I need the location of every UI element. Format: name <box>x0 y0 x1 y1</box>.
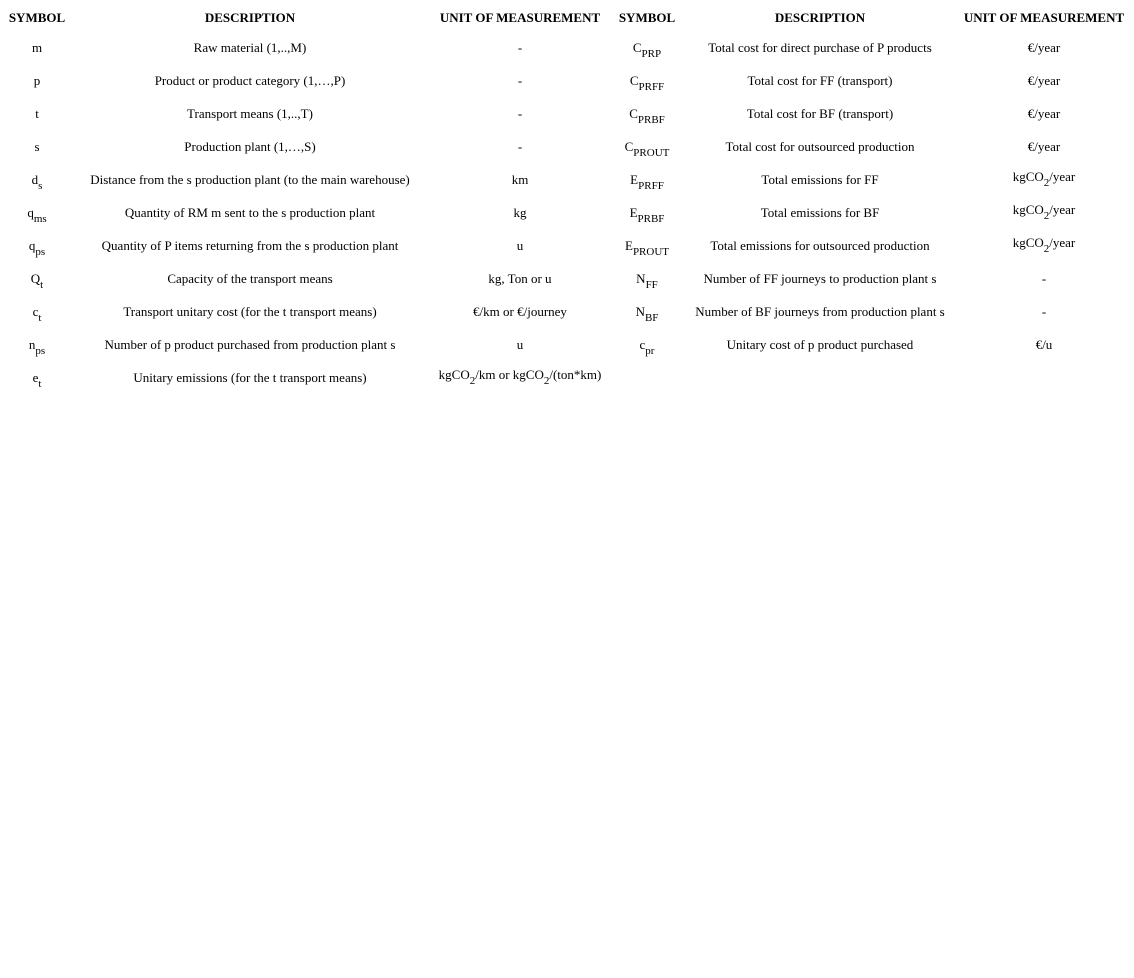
symbol-right <box>639 336 655 357</box>
header-unit-right: UNIT OF MEASUREMENT <box>963 10 1125 25</box>
description-cell-right: Total emissions for FF <box>761 171 879 187</box>
unit-left: u <box>516 237 524 253</box>
unit-right: kgCO$_2$/year <box>1012 234 1076 255</box>
unit-left: - <box>517 138 523 154</box>
unit-right: kgCO$_2$/year <box>1012 168 1076 189</box>
unit-right: €/u <box>1035 336 1053 352</box>
header-symbol-left: SYMBOL <box>8 10 66 25</box>
unit-cell-right <box>957 31 1131 64</box>
unit-right: €/year <box>1027 138 1061 154</box>
nomenclature-table <box>3 5 1131 394</box>
unit-left: - <box>517 72 523 88</box>
symbol-cell-left <box>3 64 71 97</box>
symbol-subscript: ms <box>33 212 47 225</box>
symbol-subscript: PRBF <box>637 212 665 225</box>
description-cell-left: Quantity of P items returning from the s production plant <box>101 237 399 253</box>
description-cell-left: Distance from the s production plant (to the main warehouse) <box>90 171 410 187</box>
unit-cell-right <box>957 229 1131 262</box>
table-row <box>3 163 1131 196</box>
symbol-base: E <box>624 237 633 253</box>
symbol-base: C <box>632 39 642 55</box>
symbol-left <box>30 270 44 291</box>
symbol-base: Q <box>30 270 41 286</box>
symbol-base: N <box>636 270 646 286</box>
symbol-right <box>635 303 659 324</box>
symbol-cell-right <box>611 64 683 97</box>
symbol-subscript: ps <box>35 344 46 357</box>
unit-right: kgCO$_2$/year <box>1012 201 1076 222</box>
description-cell-left: Unitary emissions (for the t transport means) <box>133 369 367 385</box>
symbol-right <box>629 105 665 126</box>
symbol-subscript: FF <box>645 278 658 291</box>
symbol-left <box>28 336 46 357</box>
symbol-subscript: PRBF <box>637 113 665 126</box>
symbol-base: q <box>28 237 36 253</box>
description-cell-right: Number of BF journeys from production plant s <box>695 303 945 319</box>
header-unit-left: UNIT OF MEASUREMENT <box>439 10 601 25</box>
symbol-cell-left <box>3 262 71 295</box>
symbol-base: E <box>629 204 638 220</box>
symbol-right <box>624 237 669 258</box>
symbol-right <box>629 72 665 93</box>
symbol-left <box>28 237 46 258</box>
unit-cell-right <box>957 64 1131 97</box>
description-cell-right: Total emissions for outsourced production <box>710 237 930 253</box>
unit-cell-right <box>957 163 1131 196</box>
symbol-subscript: t <box>38 377 42 390</box>
unit-cell-left <box>429 328 611 361</box>
symbol-left <box>35 106 39 121</box>
symbol-subscript: t <box>38 311 42 324</box>
symbol-right <box>624 138 670 159</box>
symbol-cell-right <box>611 262 683 295</box>
description-cell-right: Total cost for direct purchase of P products <box>708 39 932 55</box>
symbol-left <box>34 73 41 88</box>
symbol-cell-left <box>3 163 71 196</box>
table-row <box>3 328 1131 361</box>
unit-cell-right <box>957 328 1131 361</box>
symbol-right <box>636 270 658 291</box>
symbol-cell-right <box>611 130 683 163</box>
symbol-cell-right <box>611 31 683 64</box>
symbol-left <box>32 40 42 55</box>
symbol-base: C <box>624 138 634 154</box>
symbol-subscript: PRFF <box>638 80 665 93</box>
unit-cell-right <box>957 196 1131 229</box>
symbol-subscript: PRFF <box>638 179 664 192</box>
symbol-cell-right <box>611 229 683 262</box>
symbol-left <box>32 369 42 390</box>
unit-cell-left <box>429 229 611 262</box>
description-cell-right: Total emissions for BF <box>760 204 880 220</box>
unit-cell-right <box>957 295 1131 328</box>
unit-cell-left <box>429 97 611 130</box>
header-description-left: DESCRIPTION <box>204 10 296 25</box>
unit-cell-right <box>957 130 1131 163</box>
symbol-base: d <box>31 171 39 187</box>
description-cell-right <box>683 361 957 394</box>
table-row <box>3 130 1131 163</box>
symbol-cell-right <box>611 163 683 196</box>
symbol-base: q <box>27 204 34 220</box>
symbol-left <box>34 139 39 154</box>
symbol-base: m <box>31 39 43 55</box>
unit-cell-left <box>429 262 611 295</box>
description-cell-left: Quantity of RM m sent to the s production plant <box>124 204 376 220</box>
symbol-base: s <box>34 138 40 154</box>
table-row <box>3 64 1131 97</box>
symbol-base: e <box>32 369 39 385</box>
symbol-cell-left <box>3 97 71 130</box>
symbol-subscript: ps <box>35 245 46 258</box>
symbol-subscript: s <box>38 179 43 192</box>
unit-left: u <box>516 336 524 352</box>
table-row <box>3 295 1131 328</box>
symbol-cell-right <box>611 196 683 229</box>
nomenclature-table-container <box>3 5 1131 394</box>
description-cell-left: Transport unitary cost (for the t transport means) <box>123 303 377 319</box>
unit-left: kgCO$_2$/km or kgCO$_2$/(ton*km) <box>438 366 602 387</box>
symbol-subscript: pr <box>645 344 655 357</box>
header-row <box>3 5 1131 31</box>
symbol-cell-left <box>3 130 71 163</box>
table-row <box>3 31 1131 64</box>
symbol-base: c <box>639 336 646 352</box>
description-cell-left: Product or product category (1,…,P) <box>154 72 346 88</box>
symbol-cell-left <box>3 229 71 262</box>
symbol-cell-left <box>3 31 71 64</box>
symbol-right <box>632 39 662 60</box>
unit-right: €/year <box>1027 105 1061 121</box>
unit-left: - <box>517 39 523 55</box>
symbol-cell-right <box>611 328 683 361</box>
unit-left: kg <box>513 204 527 220</box>
symbol-base: t <box>35 105 39 121</box>
symbol-right <box>629 204 665 225</box>
table-body <box>3 31 1131 394</box>
symbol-left <box>27 204 47 225</box>
table-row <box>3 196 1131 229</box>
symbol-subscript: t <box>40 278 44 291</box>
symbol-right <box>630 171 664 192</box>
symbol-cell-left <box>3 295 71 328</box>
symbol-cell-right <box>611 361 683 394</box>
description-cell-right: Total cost for FF (transport) <box>747 72 893 88</box>
symbol-left <box>31 171 43 192</box>
symbol-cell-left <box>3 328 71 361</box>
description-cell-right: Unitary cost of p product purchased <box>726 336 914 352</box>
unit-cell-left <box>429 361 611 394</box>
symbol-base: p <box>33 72 41 88</box>
table-row <box>3 229 1131 262</box>
symbol-left <box>32 303 42 324</box>
unit-right: - <box>1041 270 1047 286</box>
description-cell-right: Total cost for BF (transport) <box>746 105 894 121</box>
description-cell-left: Transport means (1,..,T) <box>187 105 313 121</box>
unit-cell-right <box>957 361 1131 394</box>
symbol-subscript: PROUT <box>632 245 669 258</box>
unit-cell-left <box>429 64 611 97</box>
header-description-right: DESCRIPTION <box>774 10 866 25</box>
unit-cell-right <box>957 262 1131 295</box>
table-row <box>3 262 1131 295</box>
unit-left: - <box>517 105 523 121</box>
table-row <box>3 361 1131 394</box>
description-cell-left: Number of p product purchased from production plant s <box>104 336 396 352</box>
description-cell-left: Production plant (1,…,S) <box>184 138 316 154</box>
symbol-cell-left <box>3 361 71 394</box>
symbol-cell-right <box>611 97 683 130</box>
unit-right: - <box>1041 303 1047 319</box>
unit-cell-left <box>429 163 611 196</box>
symbol-cell-left <box>3 196 71 229</box>
symbol-cell-right <box>611 295 683 328</box>
unit-left: km <box>511 171 529 187</box>
description-cell-right: Number of FF journeys to production plant s <box>703 270 937 286</box>
unit-cell-left <box>429 295 611 328</box>
table-row <box>3 97 1131 130</box>
symbol-base: E <box>630 171 639 187</box>
description-cell-right: Total cost for outsourced production <box>725 138 915 154</box>
unit-cell-left <box>429 196 611 229</box>
symbol-subscript: BF <box>644 311 659 324</box>
description-cell-left: Raw material (1,..,M) <box>193 39 307 55</box>
symbol-base: N <box>635 303 645 319</box>
unit-right: €/year <box>1027 39 1061 55</box>
symbol-base: C <box>629 105 638 121</box>
unit-cell-left <box>429 130 611 163</box>
unit-cell-right <box>957 97 1131 130</box>
symbol-base: c <box>32 303 39 319</box>
unit-left: kg, Ton or u <box>488 270 552 286</box>
unit-right: €/year <box>1027 72 1061 88</box>
symbol-subscript: PRP <box>641 47 662 60</box>
header-symbol-right: SYMBOL <box>618 10 676 25</box>
symbol-subscript: PROUT <box>633 146 670 159</box>
description-cell-left: Capacity of the transport means <box>167 270 333 286</box>
symbol-base: n <box>28 336 36 352</box>
unit-left: €/km or €/journey <box>473 303 567 319</box>
symbol-base: C <box>629 72 639 88</box>
unit-cell-left <box>429 31 611 64</box>
